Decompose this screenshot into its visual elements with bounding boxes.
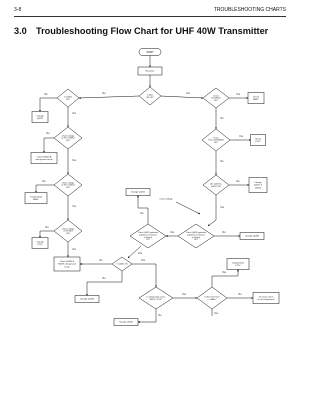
branch-label: Yes	[186, 93, 190, 95]
node-text: Check voltage on PT4401 OK?	[61, 228, 75, 236]
node-text: Change U4441	[119, 321, 133, 324]
branch-label: Yes	[138, 253, 142, 255]
node-check-r4425	[31, 153, 57, 164]
flow-connector	[138, 196, 148, 225]
node-text: Check PCIC (U4350B/4) OK?	[208, 137, 224, 145]
node-text: Are Q4471 & Q4472 OK?	[210, 183, 222, 188]
node-change-q4434	[75, 296, 99, 303]
branch-label: No	[158, 315, 162, 317]
node-do-visual-check	[253, 293, 279, 304]
node-change-q4471-q4472	[249, 178, 267, 193]
flow-connector	[208, 195, 216, 226]
node-text: START	[146, 51, 154, 54]
node-check-q4421-gate	[130, 224, 166, 248]
node-text: Is voltage drop across R4457 <0.5V?	[146, 296, 166, 301]
node-text: Change Q4471	[36, 115, 44, 120]
node-check-pcic	[202, 129, 230, 151]
flow-connector	[40, 98, 57, 112]
node-check-r4426	[54, 257, 80, 271]
node-text: Check PCIC	[255, 138, 261, 143]
node-check-q4431-gate	[178, 224, 214, 248]
branch-label: Yes	[214, 313, 218, 315]
node-text: Troubleshoot PCIC	[231, 262, 245, 267]
node-change-q4471	[32, 112, 48, 123]
flow-connector	[44, 138, 54, 153]
branch-label: Yes	[220, 207, 224, 209]
node-text: Is Bias Vtlt OK?	[146, 94, 154, 99]
node-check-voltage-c	[54, 220, 82, 242]
node-check-voltage-b	[54, 174, 82, 196]
node-is-bias-ok	[139, 87, 161, 105]
node-text: Change Q4421	[130, 191, 146, 194]
node-is-q4441-ok	[112, 257, 132, 271]
branch-label: No	[220, 118, 224, 120]
branch-label: Yes	[72, 113, 76, 115]
branch-label: Yes	[239, 136, 243, 138]
node-text: Check ASFC	[253, 96, 259, 101]
branch-label: No	[44, 94, 48, 96]
node-text: Check R4425 A and go back to top	[35, 156, 53, 161]
node-text: Change Q4471 & Q4472	[253, 182, 263, 190]
branch-label: Yes	[72, 206, 76, 208]
node-change-q4431	[240, 233, 264, 240]
flow-connector	[176, 202, 200, 214]
branch-label: No	[102, 278, 106, 280]
node-check-asfc	[248, 93, 264, 104]
node-text: Change Q4434	[79, 298, 95, 301]
branch-label: Yes	[72, 160, 76, 162]
flow-connector	[40, 231, 54, 238]
node-change-q4421	[126, 189, 150, 196]
branch-label: No	[42, 181, 46, 183]
node-is-q4471-ok	[57, 89, 79, 107]
node-text: Check IC1/U4501 OK?	[211, 95, 221, 103]
flow-connector	[132, 264, 156, 287]
branch-label: No	[236, 181, 240, 183]
branch-label: No	[99, 260, 103, 262]
node-text: Do visual check on all components	[257, 296, 275, 301]
node-troubleshoot-asfc	[25, 193, 47, 204]
branch-label: No	[45, 227, 49, 229]
node-text: Is Q4471 OK?	[64, 96, 72, 101]
node-check-voltage-mid	[159, 198, 173, 201]
flow-connector	[138, 309, 156, 322]
node-check-pcic-box	[251, 135, 266, 146]
node-text: Check voltage on Pin 4 U4501 OK?	[61, 182, 75, 190]
flow-connector	[87, 271, 122, 296]
node-are-q4471-ok	[203, 175, 229, 195]
node-is-drive-from-vco	[197, 287, 227, 309]
node-is-voltage-drop	[139, 287, 173, 309]
section-title: TROUBLESHOOTING CHARTS	[213, 7, 286, 13]
node-text: Change PCIC	[36, 241, 44, 246]
node-text: Is drive from VCO < +4dBm?	[204, 296, 220, 301]
flow-connector	[161, 96, 203, 98]
node-no-power	[138, 67, 162, 75]
flow-connector	[36, 185, 54, 193]
node-text: Troubleshoot ASFC	[29, 196, 43, 201]
branch-label: Yes	[141, 260, 145, 262]
branch-label: Yes	[72, 249, 76, 251]
node-start	[139, 49, 161, 56]
heading-title: Troubleshooting Flow Chart for UHF 40W Transmitter	[36, 26, 269, 36]
flow-connector	[128, 246, 141, 258]
heading-number: 3.0	[14, 26, 27, 36]
branch-label: No	[102, 93, 106, 95]
branch-label: No	[220, 161, 224, 163]
node-check-ic-bias	[203, 88, 229, 108]
branch-label: Yes	[236, 94, 240, 96]
node-change-u4441	[114, 319, 138, 326]
branch-label: Yes	[222, 272, 226, 274]
flow-connector	[79, 96, 139, 98]
node-change-pcic	[32, 238, 48, 249]
branch-label: No	[140, 213, 144, 215]
branch-label: No	[238, 294, 242, 296]
node-text: No power	[145, 70, 155, 73]
branch-label: Yes	[170, 232, 174, 234]
node-text: Change Q4431	[244, 235, 260, 238]
branch-label: No	[222, 232, 226, 234]
node-text: Check Q4421 gate/cont and drain resistances (<1ohms) OK?	[137, 232, 159, 242]
node-check-voltage-a	[54, 127, 82, 149]
page-number: 3-8	[14, 7, 22, 13]
node-troubleshoot-pcic	[227, 259, 249, 270]
node-text: Is Q4441 OK	[116, 263, 128, 266]
node-text: Check Q4431 gate/cont and drain resistances (<1ohms) OK?	[185, 232, 207, 242]
node-text: Check R4426 & R4473 and go back to top	[57, 261, 77, 269]
node-text: Check voltage on Pin 4 U4501 OK?	[61, 135, 75, 143]
branch-label: Yes	[182, 294, 186, 296]
node-text: Check voltage	[159, 198, 173, 201]
branch-label: No	[46, 133, 50, 135]
